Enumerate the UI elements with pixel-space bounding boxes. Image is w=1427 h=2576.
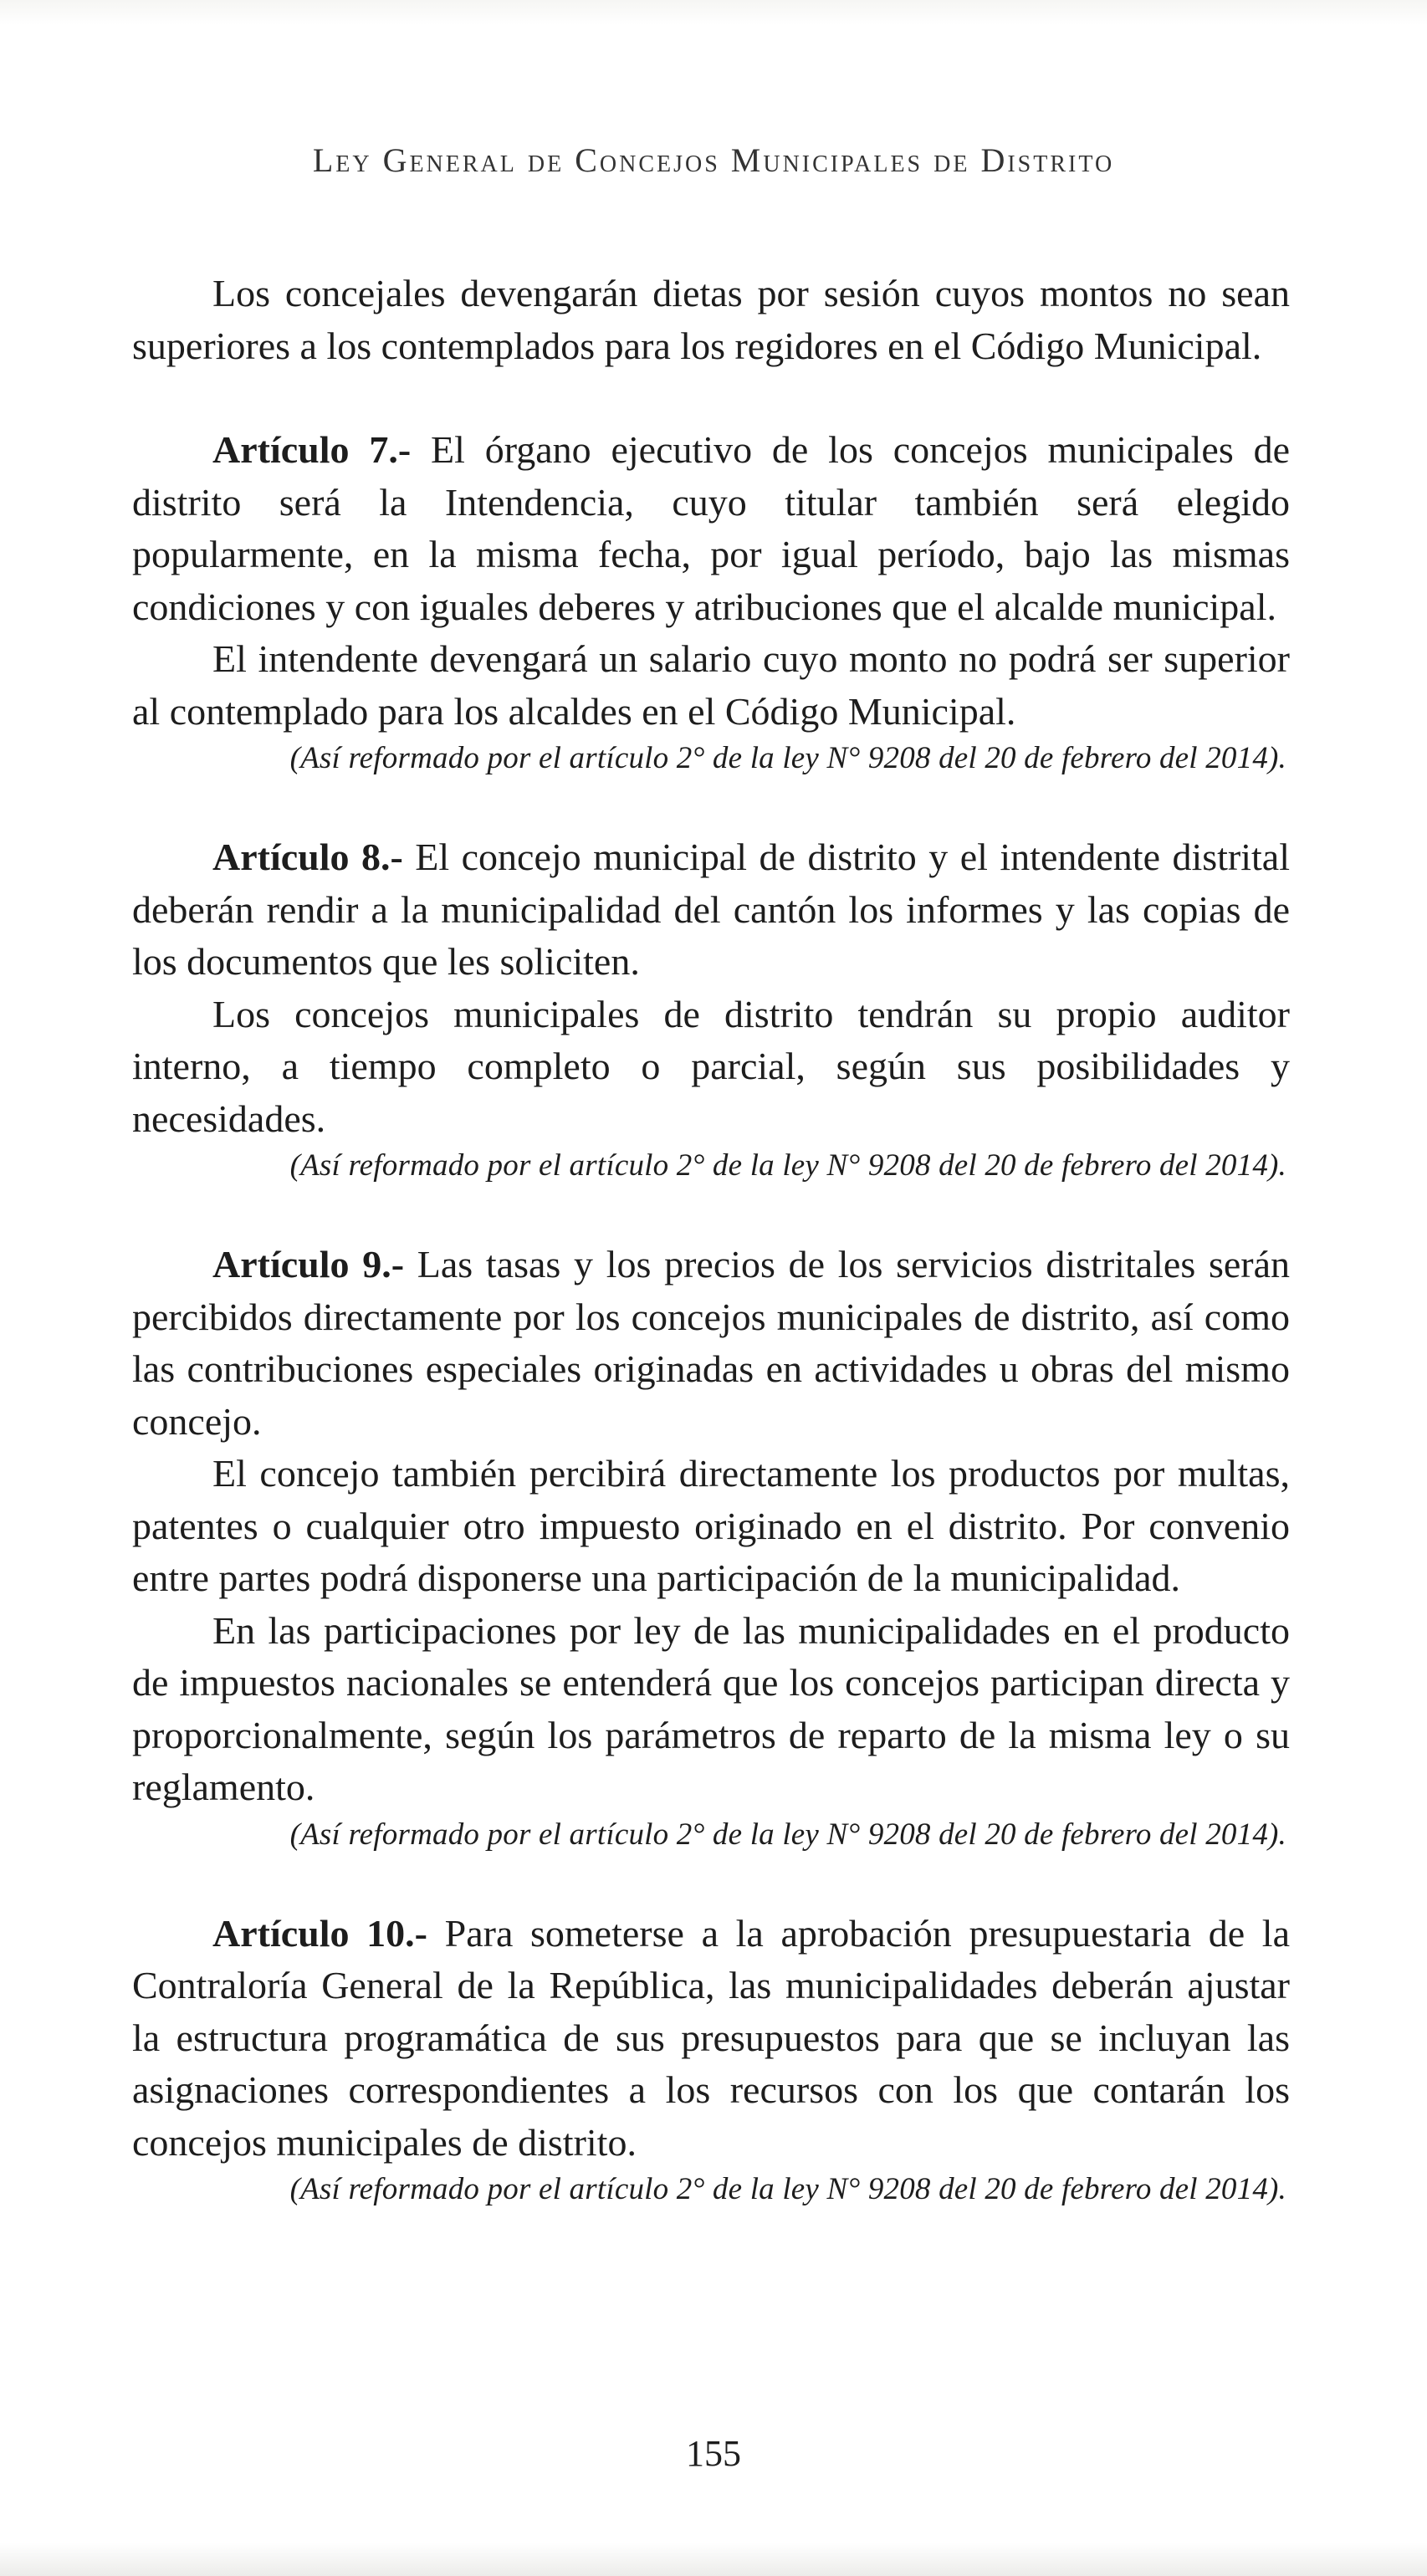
article-lead-text: El concejo municipal de distrito y el intendente distrital deberán rendir a la municipalidad del cantón los informes y las copias de los documentos que les soliciten.: [132, 836, 1290, 983]
article-paragraph: Los concejos municipales de distrito tendrán su propio auditor interno, a tiempo completo o parcial, según sus posibilidades y necesidades.: [132, 992, 1290, 1140]
article-lead-paragraph: [132, 424, 1290, 633]
article-lead-paragraph: [132, 1908, 1290, 2170]
reform-note: (Así reformado por el artículo 2° de la ley N° 9208 del 20 de febrero del 2014).: [289, 2172, 1286, 2206]
article-heading: Artículo 10.-: [212, 1911, 427, 1955]
article-10: [132, 1908, 1290, 2211]
article-lead-text: Para someterse a la aprobación presupuestaria de la Contraloría General de la República, las municipalidades deberán ajustar la estructura programática de sus presupuestos para que se incluyan las asignaciones correspondientes a los recursos con los que contarán los concejos municipales de distrito.: [132, 1911, 1290, 2164]
page-body: [132, 268, 1290, 2211]
article-7: [132, 424, 1290, 779]
article-paragraph: El concejo también percibirá directamente los productos por multas, patentes o cualquier otro impuesto originado en el distrito. Por convenio entre partes podrá disponerse una participación de la municipalidad.: [132, 1452, 1290, 1599]
running-head: Ley General de Concejos Municipales de Distrito: [312, 141, 1115, 179]
reform-note: (Así reformado por el artículo 2° de la ley N° 9208 del 20 de febrero del 2014).: [289, 1817, 1286, 1852]
article-lead-text: Las tasas y los precios de los servicios distritales serán percibidos directamente por los concejos municipales de distrito, así como las contribuciones especiales originadas en actividades u obras del mismo concejo.: [132, 1243, 1290, 1443]
reform-note: (Así reformado por el artículo 2° de la ley N° 9208 del 20 de febrero del 2014).: [289, 1148, 1286, 1183]
reform-note: (Así reformado por el artículo 2° de la ley N° 9208 del 20 de febrero del 2014).: [289, 741, 1286, 775]
article-9: [132, 1239, 1290, 1856]
article-8: [132, 831, 1290, 1187]
article-heading: Artículo 9.-: [212, 1243, 405, 1285]
article-paragraph: En las participaciones por ley de las municipalidades en el producto de impuestos nacionales se entenderá que los concejos participan directa y proporcionalmente, según los parámetros de reparto de la misma ley o su reglamento.: [132, 1608, 1290, 1808]
intro-paragraph: Los concejales devengarán dietas por sesión cuyos montos no sean superiores a los contemplados para los regidores en el Código Municipal.: [132, 272, 1290, 367]
article-heading: Artículo 8.-: [212, 836, 403, 878]
article-heading: Artículo 7.-: [212, 428, 412, 471]
article-lead-paragraph: [132, 831, 1290, 989]
article-lead-paragraph: [132, 1239, 1290, 1448]
article-lead-text: El órgano ejecutivo de los concejos municipales de distrito será la Intendencia, cuyo titular también será elegido popularmente, en la misma fecha, por igual período, bajo las mismas condiciones y con iguales deberes y atribuciones que el alcalde municipal.: [132, 428, 1290, 628]
article-paragraph: El intendente devengará un salario cuyo monto no podrá ser superior al contemplado para los alcaldes en el Código Municipal.: [132, 637, 1290, 733]
page-number: 155: [686, 2433, 741, 2474]
